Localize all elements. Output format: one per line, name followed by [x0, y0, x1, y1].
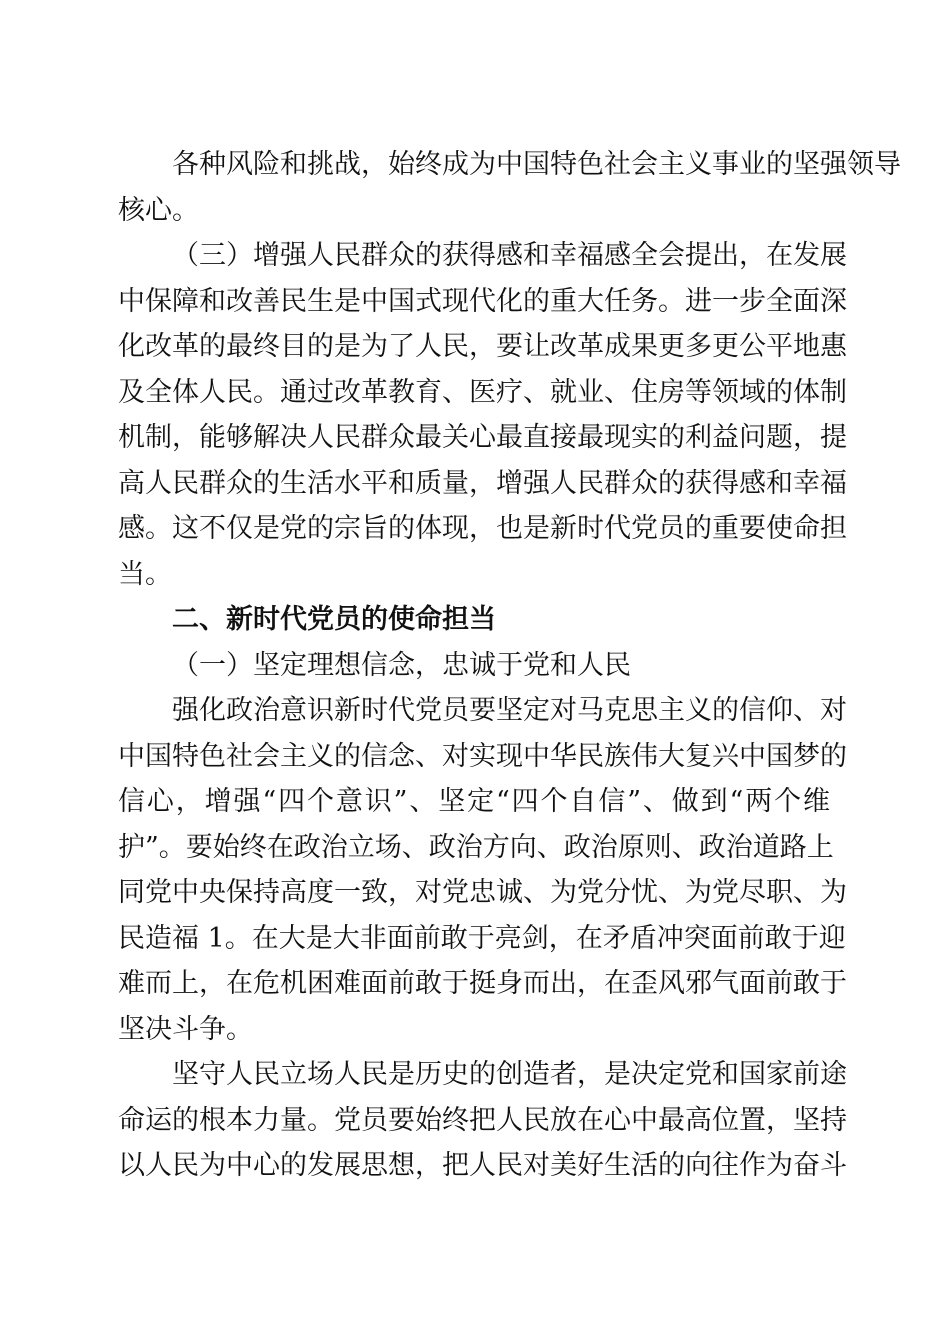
text-line: （三）增强人民群众的获得感和幸福感全会提出，在发展: [172, 240, 847, 271]
text-line: 各种风险和挑战，始终成为中国特色社会主义事业的坚强领导: [172, 149, 901, 180]
document-body: [118, 142, 901, 1189]
text-line: 二、新时代党员的使命担当: [172, 604, 496, 635]
paragraph-improve-wellbeing: [118, 233, 847, 597]
text-line: （一）坚定理想信念，忠诚于党和人民: [172, 649, 631, 681]
text-line: 高人民群众的生活水平和质量，增强人民群众的获得感和幸福: [118, 467, 847, 499]
text-line: 命运的根本力量。党员要始终把人民放在心中最高位置，坚持: [118, 1104, 847, 1136]
section-heading-mission: [118, 597, 830, 643]
text-line: 机制，能够解决人民群众最关心最直接最现实的利益问题，提: [118, 422, 847, 453]
text-line: 当。: [118, 558, 172, 590]
paragraph-continuation: [118, 142, 901, 233]
text-line: 同党中央保持高度一致，对党忠诚、为党分忧、为党尽职、为: [118, 877, 847, 908]
text-line: 坚决斗争。: [118, 1013, 253, 1045]
text-line: 中国特色社会主义的信念、对实现中华民族伟大复兴中国梦的: [118, 740, 847, 772]
text-line: 及全体人民。通过改革教育、医疗、就业、住房等领域的体制: [118, 376, 847, 408]
text-line: 中保障和改善民生是中国式现代化的重大任务。进一步全面深: [118, 285, 847, 317]
text-line: 难而上，在危机困难面前敢于挺身而出，在歪风邪气面前敢于: [118, 968, 847, 999]
text-line: 信心，增强“四个意识”、坚定“四个自信”、做到“两个维: [118, 786, 830, 817]
paragraph-people-stance: [118, 1052, 847, 1189]
text-line: 坚守人民立场人民是历史的创造者，是决定党和国家前途: [172, 1059, 847, 1090]
text-line: 感。这不仅是党的宗旨的体现，也是新时代党员的重要使命担: [118, 513, 847, 544]
text-line: 强化政治意识新时代党员要坚定对马克思主义的信仰、对: [172, 695, 847, 726]
text-line: 核心。: [118, 194, 199, 226]
text-line: 以人民为中心的发展思想，把人民对美好生活的向往作为奋斗: [118, 1150, 847, 1181]
text-line: 化改革的最终目的是为了人民，要让改革成果更多更公平地惠: [118, 331, 847, 362]
text-line: 护”。要始终在政治立场、政治方向、政治原则、政治道路上: [118, 831, 834, 863]
subsection-heading-ideals: [118, 643, 830, 689]
text-line: 民造福 1。在大是大非面前敢于亮剑，在矛盾冲突面前敢于迎: [118, 922, 846, 954]
paragraph-political-awareness: [118, 688, 847, 1052]
